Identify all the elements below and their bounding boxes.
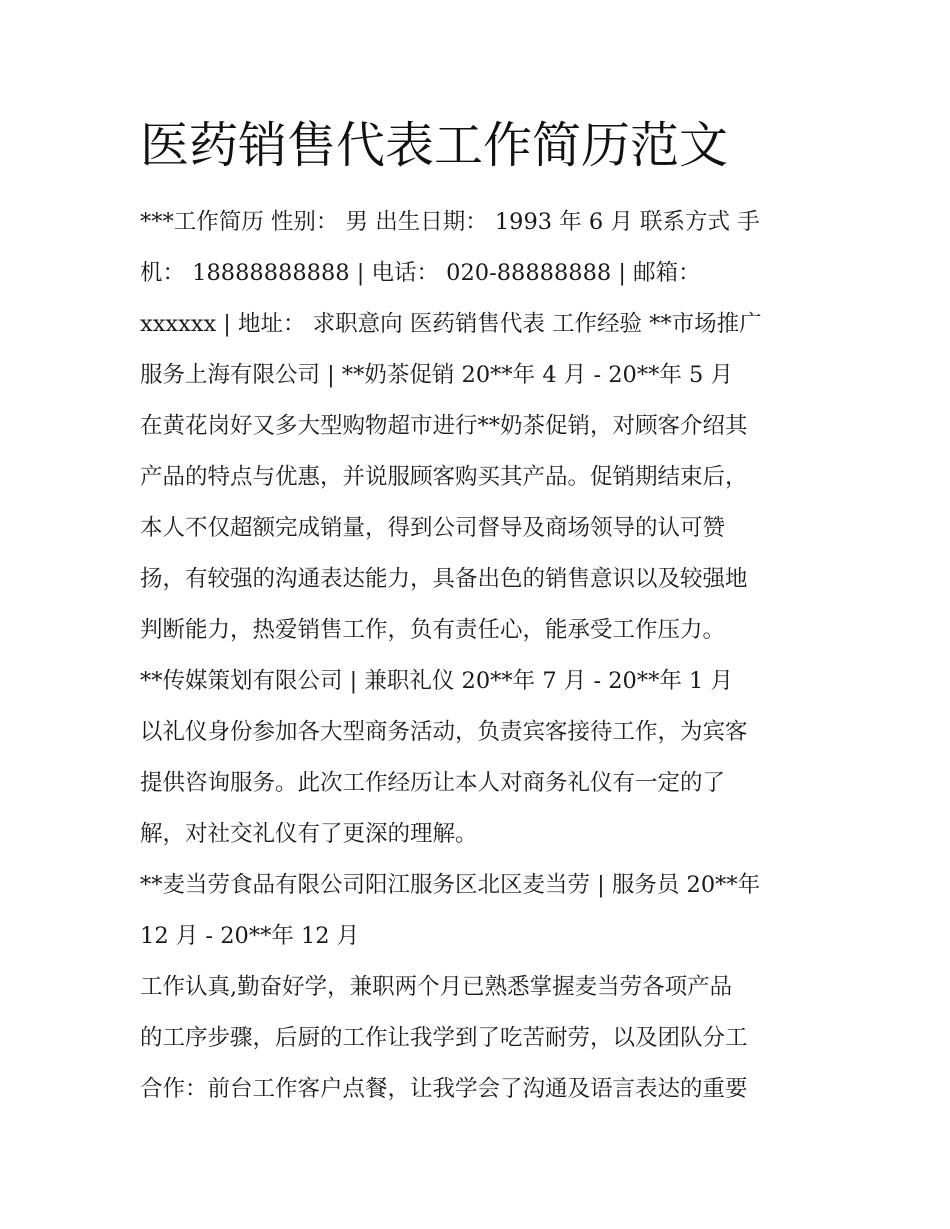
text-line-14: **麦当劳食品有限公司阳江服务区北区麦当劳 | 服务员 20**年 xyxy=(140,872,761,898)
text-line-6: 产品的特点与优惠，并说服顾客购买其产品。促销期结束后， xyxy=(140,464,748,490)
text-line-12: 提供咨询服务。此次工作经历让本人对商务礼仪有一定的了 xyxy=(140,770,726,796)
text-line-3: xxxxxx | 地址： 求职意向 医药销售代表 工作经验 **市场推广 xyxy=(140,311,762,337)
text-line-8: 扬，有较强的沟通表达能力，具备出色的销售意识以及较强地 xyxy=(140,566,748,592)
text-line-4: 服务上海有限公司 | **奶茶促销 20**年 4 月 - 20**年 5 月 xyxy=(140,362,733,388)
text-line-5: 在黄花岗好又多大型购物超市进行**奶茶促销，对顾客介绍其 xyxy=(140,413,748,439)
text-line-16: 工作认真,勤奋好学，兼职两个月已熟悉掌握麦当劳各项产品 xyxy=(140,974,733,1000)
text-line-11: 以礼仪身份参加各大型商务活动，负责宾客接待工作，为宾客 xyxy=(140,719,748,745)
text-line-15: 12 月 - 20**年 12 月 xyxy=(140,923,360,949)
text-line-1: ***工作简历 性别： 男 出生日期： 1993 年 6 月 联系方式 手 xyxy=(140,209,760,235)
text-line-2: 机： 18888888888 | 电话： 020-88888888 | 邮箱： xyxy=(140,260,701,286)
text-line-10: **传媒策划有限公司 | 兼职礼仪 20**年 7 月 - 20**年 1 月 xyxy=(140,668,733,694)
text-line-9: 判断能力，热爱销售工作，负有责任心，能承受工作压力。 xyxy=(140,617,726,643)
page-title: 医药销售代表工作简历范文 xyxy=(140,117,729,174)
text-line-13: 解，对社交礼仪有了更深的理解。 xyxy=(140,821,478,847)
text-line-17: 的工序步骤，后厨的工作让我学到了吃苦耐劳，以及团队分工 xyxy=(140,1025,748,1051)
text-line-7: 本人不仅超额完成销量，得到公司督导及商场领导的认可赞 xyxy=(140,515,726,541)
text-line-18: 合作：前台工作客户点餐，让我学会了沟通及语言表达的重要 xyxy=(140,1076,748,1102)
resume-body xyxy=(140,197,820,1115)
